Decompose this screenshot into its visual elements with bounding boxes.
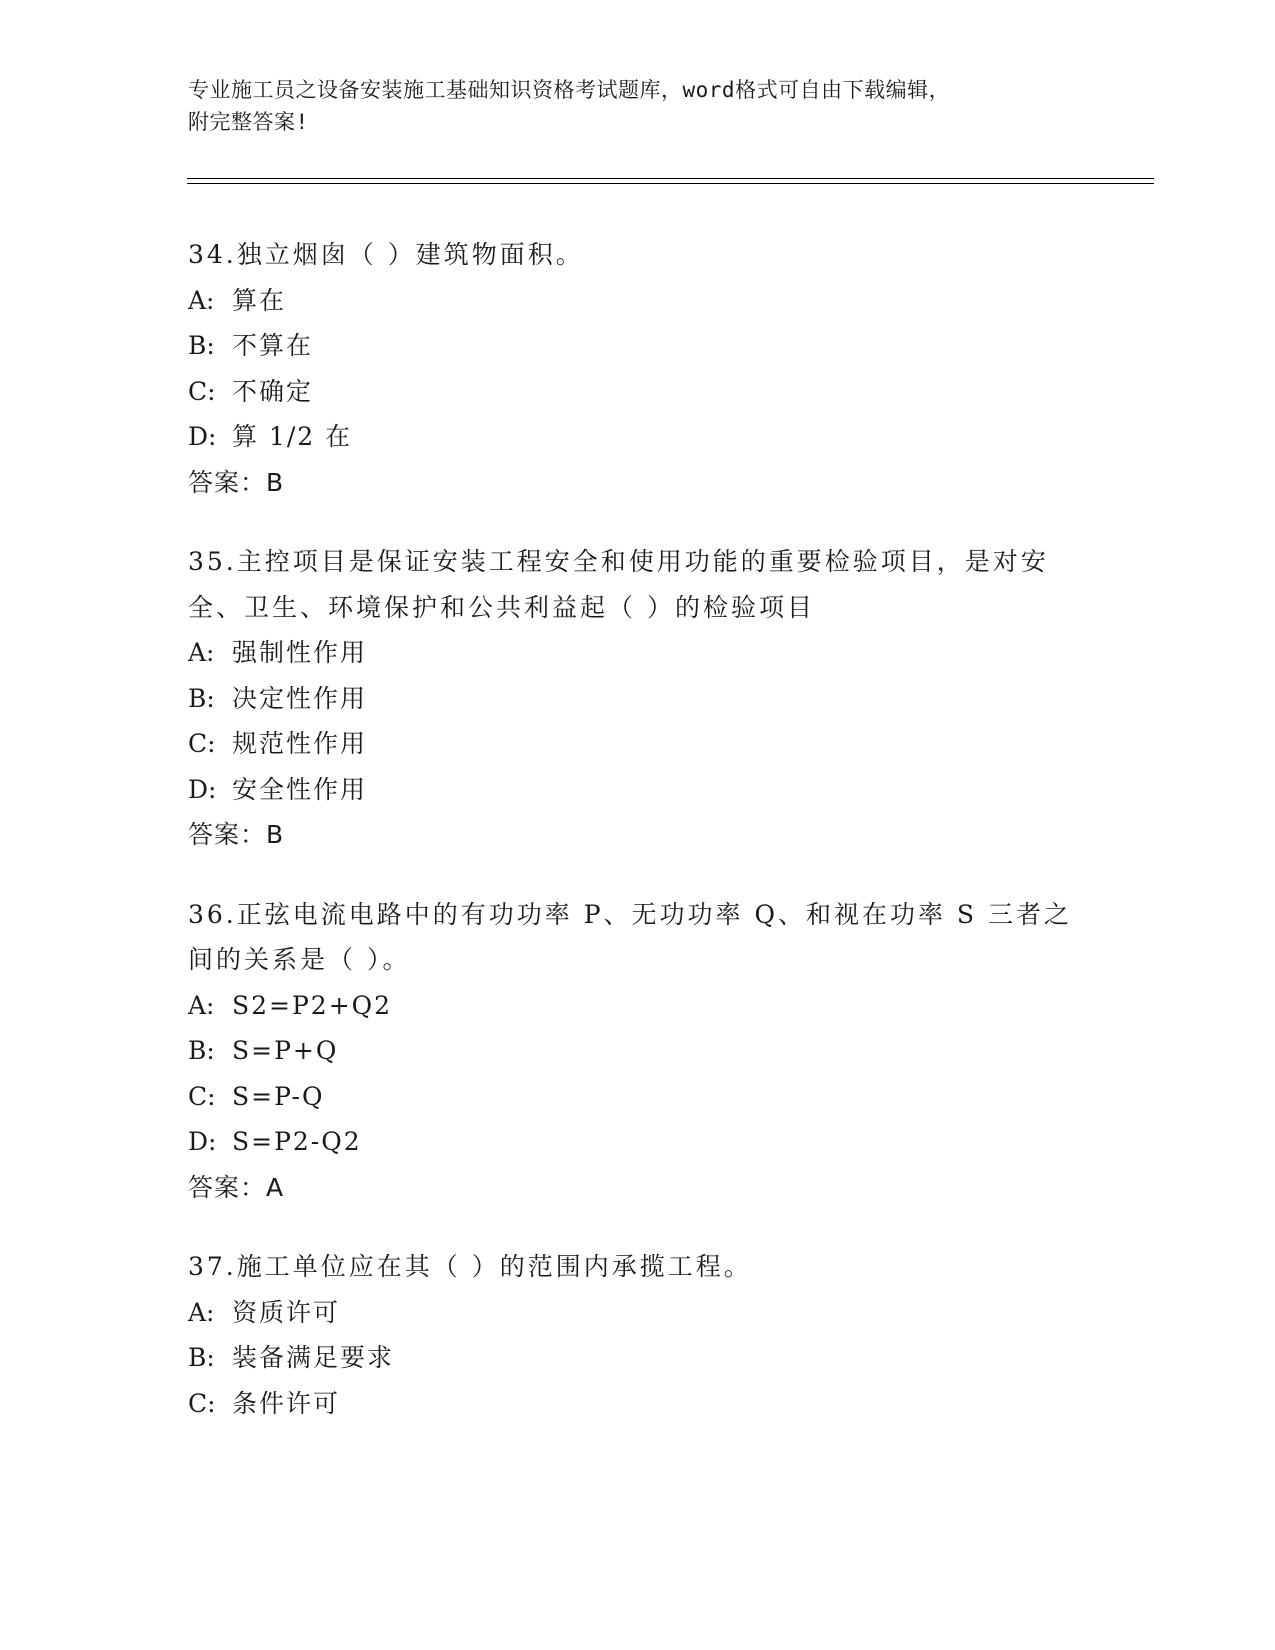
option-text: 条件许可 — [232, 1388, 341, 1418]
option-letter: D: — [188, 422, 217, 451]
option-letter: C: — [188, 1081, 216, 1111]
option-text: 决定性作用 — [232, 683, 368, 713]
option-b — [188, 1335, 1108, 1381]
option-c — [188, 369, 1108, 415]
option-letter: B: — [188, 683, 215, 713]
option-letter: A: — [188, 285, 215, 315]
option-d — [188, 767, 1108, 813]
question-text: 37.施工单位应在其（ ）的范围内承揽工程。 — [188, 1252, 752, 1281]
answer-line: 答案：B — [188, 820, 285, 849]
answer-line: 答案：A — [188, 1172, 285, 1202]
option-text: 规范性作用 — [232, 729, 368, 758]
option-text: S=P2-Q2 — [232, 1127, 362, 1156]
option-a — [188, 983, 1108, 1029]
option-letter: B: — [188, 1343, 215, 1372]
option-text: 算在 — [232, 285, 287, 315]
option-letter: A: — [188, 638, 215, 667]
option-letter: B: — [188, 1036, 215, 1065]
option-d — [188, 414, 1108, 460]
option-a — [188, 630, 1108, 676]
question-36 — [188, 892, 1108, 1211]
option-b — [188, 676, 1108, 722]
option-b — [188, 1028, 1108, 1074]
option-letter: C: — [188, 376, 216, 406]
header-divider-bottom — [187, 183, 1154, 184]
header-line-1: 专业施工员之设备安装施工基础知识资格考试题库，word格式可自由下载编辑， — [188, 78, 951, 102]
question-35 — [188, 539, 1108, 858]
question-text: 34.独立烟囱（ ）建筑物面积。 — [188, 240, 584, 269]
option-c — [188, 721, 1108, 767]
option-d — [188, 1119, 1108, 1165]
option-letter: A: — [188, 1297, 215, 1327]
option-letter: B: — [188, 331, 215, 360]
option-text: 安全性作用 — [232, 774, 368, 804]
option-text: S=P-Q — [232, 1081, 325, 1111]
option-text: 算 1/2 在 — [232, 422, 353, 451]
option-letter: C: — [188, 729, 216, 758]
question-text: 36.正弦电流电路中的有功功率 P、无功功率 Q、和视在功率 S 三者之 — [188, 899, 1072, 929]
option-letter: A: — [188, 990, 215, 1020]
option-text: 强制性作用 — [232, 638, 368, 667]
option-text: 资质许可 — [232, 1297, 341, 1327]
option-a — [188, 1290, 1108, 1336]
option-c — [188, 1381, 1108, 1427]
option-text: S2=P2+Q2 — [232, 990, 393, 1020]
option-text: 不确定 — [232, 376, 314, 406]
option-a — [188, 278, 1108, 324]
option-c — [188, 1074, 1108, 1120]
question-37 — [188, 1244, 1108, 1426]
option-letter: D: — [188, 1127, 217, 1156]
option-text: 装备满足要求 — [232, 1343, 395, 1372]
answer-line: 答案：B — [188, 467, 285, 497]
question-text-continued: 全、卫生、环境保护和公共利益起（ ）的检验项目 — [188, 592, 815, 622]
document-header — [188, 74, 1088, 138]
question-34 — [188, 232, 1108, 505]
header-divider-top — [187, 178, 1154, 179]
question-list — [188, 232, 1108, 1460]
option-b — [188, 323, 1108, 369]
option-text: S=P+Q — [232, 1036, 339, 1065]
question-text: 35.主控项目是保证安装工程安全和使用功能的重要检验项目，是对安 — [188, 547, 1049, 576]
header-line-2: 附完整答案! — [188, 110, 309, 134]
option-letter: C: — [188, 1388, 216, 1418]
option-letter: D: — [188, 774, 217, 804]
option-text: 不算在 — [232, 331, 314, 360]
question-text-continued: 间的关系是（ ）。 — [188, 945, 411, 974]
